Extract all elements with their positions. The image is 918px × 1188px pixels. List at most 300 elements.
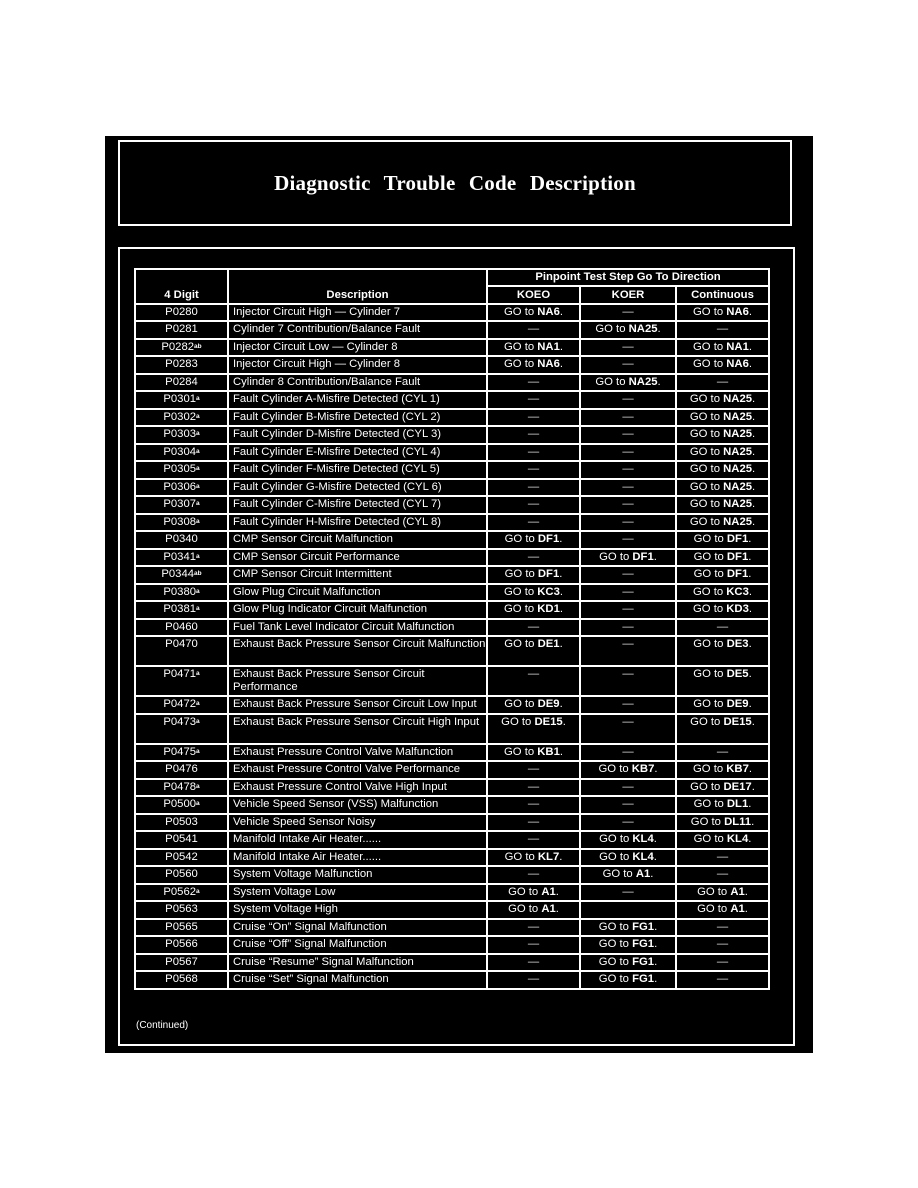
step-continuous [676, 971, 769, 989]
not-applicable-dash: — [716, 938, 729, 950]
period: . [752, 393, 756, 405]
period: . [752, 463, 756, 475]
go-to-label: GO to [503, 305, 538, 318]
dtc-code: P0566 [165, 938, 198, 950]
step-koeo [487, 936, 580, 954]
pinpoint-step-ref: KB7 [631, 763, 655, 775]
step-koer [580, 761, 676, 779]
dtc-code-cell [135, 584, 228, 602]
dtc-code-cell [135, 321, 228, 339]
pinpoint-step-ref: DE15 [723, 715, 752, 728]
dtc-description: Fault Cylinder A-Misfire Detected (CYL 1) [228, 391, 487, 409]
dtc-code-cell [135, 531, 228, 549]
pinpoint-step-ref: KD1 [537, 603, 560, 615]
not-applicable-dash: — [622, 358, 634, 370]
go-to-label: GO to [692, 763, 727, 775]
step-continuous [676, 761, 769, 779]
step-koer [580, 971, 676, 989]
go-to-label: GO to [693, 533, 727, 545]
step-koeo [487, 779, 580, 797]
not-applicable-dash: — [622, 638, 634, 650]
period: . [650, 868, 654, 880]
go-to-label: GO to [692, 603, 727, 615]
go-to-label: GO to [690, 715, 724, 728]
pinpoint-step-ref: NA25 [723, 498, 753, 510]
dtc-code: P0475 [163, 745, 197, 758]
period: . [555, 885, 559, 898]
go-to-label: GO to [689, 428, 724, 440]
table-row [135, 696, 769, 714]
not-applicable-dash: — [527, 375, 540, 388]
go-to-label: GO to [508, 885, 542, 898]
footnote-marker: a [196, 700, 200, 707]
go-to-label: GO to [595, 323, 629, 335]
pinpoint-step-ref: DE15 [534, 715, 563, 728]
step-koer [580, 374, 676, 392]
dtc-code-cell [135, 666, 228, 696]
go-to-label: GO to [689, 393, 724, 405]
table-row [135, 566, 769, 584]
dtc-code-cell [135, 954, 228, 972]
table-row [135, 601, 769, 619]
not-applicable-dash: — [716, 323, 729, 335]
table-row [135, 496, 769, 514]
go-to-label: GO to [504, 850, 538, 863]
table-row [135, 549, 769, 567]
go-to-label: GO to [504, 568, 538, 580]
dtc-code: P0301 [163, 393, 197, 405]
pinpoint-step-ref: NA25 [628, 375, 658, 388]
not-applicable-dash: — [622, 515, 634, 528]
step-koer [580, 339, 676, 357]
go-to-label: GO to [692, 358, 727, 370]
header-description: Description [228, 269, 487, 304]
go-to-label: GO to [693, 798, 727, 810]
dtc-code-cell [135, 761, 228, 779]
step-koer [580, 849, 676, 867]
step-koeo [487, 849, 580, 867]
dtc-description: CMP Sensor Circuit Performance [228, 549, 487, 567]
step-continuous [676, 831, 769, 849]
step-continuous [676, 954, 769, 972]
footnote-marker: a [196, 800, 200, 807]
step-koeo [487, 426, 580, 444]
step-continuous [676, 666, 769, 696]
step-koer [580, 549, 676, 567]
step-koeo [487, 601, 580, 619]
go-to-label: GO to [697, 903, 731, 915]
table-row [135, 744, 769, 762]
dtc-description: Glow Plug Indicator Circuit Malfunction [228, 601, 487, 619]
step-continuous [676, 744, 769, 762]
table-row [135, 919, 769, 937]
go-to-label: GO to [697, 885, 731, 898]
period: . [559, 533, 563, 545]
dtc-description: Cruise “On” Signal Malfunction [228, 919, 487, 937]
table-row [135, 304, 769, 322]
table-row [135, 409, 769, 427]
step-koeo [487, 304, 580, 322]
period: . [559, 358, 564, 370]
pinpoint-step-ref: A1 [541, 903, 556, 915]
step-koeo [487, 566, 580, 584]
footnote-marker: a [196, 747, 200, 755]
pinpoint-step-ref: KD3 [726, 603, 749, 615]
not-applicable-dash: — [527, 955, 540, 968]
go-to-label: GO to [598, 955, 633, 968]
table-row [135, 514, 769, 532]
not-applicable-dash: — [622, 885, 634, 898]
dtc-description: Exhaust Back Pressure Sensor Circuit Malfunction [228, 636, 487, 666]
period: . [752, 445, 756, 458]
pinpoint-step-ref: DE9 [537, 698, 560, 710]
not-applicable-dash: — [622, 445, 634, 458]
step-koeo [487, 884, 580, 902]
not-applicable-dash: — [622, 780, 634, 793]
step-koeo [487, 954, 580, 972]
step-koeo [487, 339, 580, 357]
pinpoint-step-ref: NA25 [723, 410, 753, 423]
table-row [135, 619, 769, 637]
dtc-description: Injector Circuit High — Cylinder 8 [228, 356, 487, 374]
dtc-code: P0542 [165, 850, 198, 863]
dtc-description: CMP Sensor Circuit Intermittent [228, 566, 487, 584]
go-to-label: GO to [602, 868, 636, 880]
go-to-label: GO to [503, 340, 538, 353]
not-applicable-dash: — [622, 585, 634, 598]
table-row [135, 444, 769, 462]
dtc-code: P0380 [163, 585, 197, 598]
step-koeo [487, 919, 580, 937]
footnote-marker: a [196, 587, 200, 595]
footnote-marker: a [196, 552, 200, 560]
dtc-code: P0568 [165, 973, 198, 985]
dtc-description: Fault Cylinder B-Misfire Detected (CYL 2) [228, 409, 487, 427]
dtc-code: P0280 [165, 305, 198, 318]
table-body [135, 304, 769, 989]
step-continuous [676, 884, 769, 902]
not-applicable-dash: — [716, 955, 729, 968]
pinpoint-step-ref: DF1 [632, 550, 654, 563]
step-continuous [676, 696, 769, 714]
step-continuous [676, 714, 769, 744]
dtc-code-cell [135, 884, 228, 902]
pinpoint-step-ref: NA25 [628, 323, 658, 335]
table-row [135, 374, 769, 392]
table-row [135, 849, 769, 867]
period: . [748, 340, 753, 353]
period: . [653, 850, 657, 863]
dtc-code-cell [135, 549, 228, 567]
pinpoint-step-ref: KC3 [537, 585, 560, 598]
step-koer [580, 866, 676, 884]
footnote-marker: a [196, 482, 200, 490]
pinpoint-step-ref: NA25 [723, 428, 753, 440]
step-koeo [487, 666, 580, 696]
header-pinpoint-group: Pinpoint Test Step Go To Direction [487, 269, 769, 286]
step-koer [580, 566, 676, 584]
period: . [654, 973, 658, 985]
dtc-description: Glow Plug Circuit Malfunction [228, 584, 487, 602]
dtc-code-cell [135, 901, 228, 919]
dtc-description: Exhaust Back Pressure Sensor Circuit Performance [228, 666, 487, 696]
step-continuous [676, 566, 769, 584]
pinpoint-step-ref: DE3 [726, 638, 749, 650]
dtc-code: P0562 [163, 885, 197, 898]
go-to-label: GO to [693, 833, 727, 845]
step-continuous [676, 814, 769, 832]
dtc-code-cell [135, 796, 228, 814]
step-koeo [487, 744, 580, 762]
dtc-code: P0470 [165, 638, 198, 650]
period: . [748, 358, 753, 370]
period: . [559, 638, 563, 650]
step-koer [580, 666, 676, 696]
dtc-code: P0341 [163, 550, 197, 563]
dtc-description: Injector Circuit Low — Cylinder 8 [228, 339, 487, 357]
not-applicable-dash: — [716, 375, 729, 388]
pinpoint-step-ref: DE17 [723, 780, 752, 793]
pinpoint-step-ref: DF1 [726, 533, 749, 545]
dtc-code-cell [135, 814, 228, 832]
pinpoint-step-ref: A1 [730, 885, 745, 898]
period: . [751, 780, 755, 793]
table-row [135, 391, 769, 409]
period: . [748, 638, 752, 650]
period: . [752, 498, 756, 510]
not-applicable-dash: — [622, 815, 634, 828]
pinpoint-step-ref: NA25 [723, 515, 753, 528]
not-applicable-dash: — [716, 620, 729, 633]
dtc-code-cell [135, 409, 228, 427]
pinpoint-step-ref: NA25 [723, 445, 753, 458]
dtc-code: P0541 [165, 833, 198, 845]
dtc-code: P0308 [163, 515, 197, 528]
table-row [135, 936, 769, 954]
step-koer [580, 884, 676, 902]
period: . [752, 428, 756, 440]
step-koeo [487, 619, 580, 637]
step-koeo [487, 479, 580, 497]
dtc-code: P0303 [163, 428, 197, 440]
title-box [118, 140, 792, 226]
step-koer [580, 496, 676, 514]
step-koer [580, 954, 676, 972]
dtc-description: Cruise “Off” Signal Malfunction [228, 936, 487, 954]
not-applicable-dash: — [622, 715, 634, 728]
table-row [135, 884, 769, 902]
pinpoint-step-ref: NA25 [723, 463, 753, 475]
pinpoint-step-ref: DE9 [726, 698, 749, 710]
period: . [654, 938, 658, 950]
not-applicable-dash: — [716, 973, 729, 985]
pinpoint-step-ref: NA1 [726, 340, 749, 353]
footnote-marker: ab [194, 570, 202, 577]
not-applicable-dash: — [527, 410, 540, 423]
period: . [653, 550, 657, 563]
table-row [135, 356, 769, 374]
dtc-code-cell [135, 936, 228, 954]
dtc-description: Fault Cylinder E-Misfire Detected (CYL 4) [228, 444, 487, 462]
document-panel [105, 136, 813, 1053]
not-applicable-dash: — [527, 550, 540, 563]
dtc-code-cell [135, 696, 228, 714]
step-koeo [487, 636, 580, 666]
dtc-code-cell [135, 496, 228, 514]
go-to-label: GO to [504, 638, 538, 650]
period: . [654, 763, 658, 775]
step-continuous [676, 601, 769, 619]
dtc-code: P0281 [165, 323, 198, 335]
step-koer [580, 601, 676, 619]
step-koeo [487, 391, 580, 409]
step-continuous [676, 374, 769, 392]
go-to-label: GO to [503, 603, 538, 615]
dtc-code-cell [135, 714, 228, 744]
footnote-marker: a [196, 500, 200, 507]
period: . [752, 410, 756, 423]
step-koeo [487, 971, 580, 989]
dtc-table [134, 268, 770, 990]
dtc-description: Exhaust Back Pressure Sensor Circuit High Input [228, 714, 487, 744]
dtc-code-cell [135, 831, 228, 849]
dtc-description: CMP Sensor Circuit Malfunction [228, 531, 487, 549]
table-row [135, 866, 769, 884]
step-koeo [487, 549, 580, 567]
table-row [135, 584, 769, 602]
period: . [748, 833, 752, 845]
footnote-marker: a [196, 670, 200, 677]
dtc-code-cell [135, 919, 228, 937]
dtc-code: P0381 [163, 603, 197, 615]
dtc-code: P0284 [165, 375, 198, 388]
step-koer [580, 796, 676, 814]
step-koer [580, 409, 676, 427]
footnote-marker: ab [194, 342, 202, 350]
step-koer [580, 391, 676, 409]
step-koeo [487, 514, 580, 532]
step-koeo [487, 444, 580, 462]
step-continuous [676, 849, 769, 867]
period: . [748, 668, 752, 680]
go-to-label: GO to [690, 780, 724, 793]
step-continuous [676, 866, 769, 884]
go-to-label: GO to [598, 763, 632, 775]
table-row [135, 461, 769, 479]
table-row [135, 531, 769, 549]
go-to-label: GO to [599, 850, 633, 863]
step-continuous [676, 391, 769, 409]
step-continuous [676, 549, 769, 567]
step-koer [580, 584, 676, 602]
step-koer [580, 779, 676, 797]
not-applicable-dash: — [527, 498, 540, 510]
dtc-description: Exhaust Pressure Control Valve High Input [228, 779, 487, 797]
dtc-description: System Voltage High [228, 901, 487, 919]
dtc-code: P0282 [161, 340, 195, 353]
step-koer [580, 444, 676, 462]
go-to-label: GO to [503, 358, 538, 370]
dtc-code-cell [135, 479, 228, 497]
period: . [559, 340, 564, 353]
dtc-description: Fault Cylinder G-Misfire Detected (CYL 6) [228, 479, 487, 497]
step-koer [580, 514, 676, 532]
header-koeo: KOEO [487, 286, 580, 304]
go-to-label: GO to [501, 715, 535, 728]
go-to-label: GO to [503, 745, 538, 758]
go-to-label: GO to [503, 585, 538, 598]
dtc-code-cell [135, 619, 228, 637]
step-koeo [487, 374, 580, 392]
step-continuous [676, 339, 769, 357]
pinpoint-step-ref: DL1 [726, 798, 749, 810]
step-koer [580, 356, 676, 374]
step-koeo [487, 866, 580, 884]
table-row [135, 714, 769, 744]
period: . [559, 745, 564, 758]
not-applicable-dash: — [716, 850, 729, 863]
step-continuous [676, 584, 769, 602]
footnote-marker: a [196, 430, 200, 437]
footnote-marker: a [196, 887, 200, 895]
table-row [135, 971, 769, 989]
dtc-code-cell [135, 461, 228, 479]
not-applicable-dash: — [527, 323, 540, 335]
step-koeo [487, 531, 580, 549]
period: . [751, 815, 755, 828]
step-koeo [487, 696, 580, 714]
pinpoint-step-ref: DL11 [724, 815, 752, 828]
not-applicable-dash: — [622, 393, 634, 405]
pinpoint-step-ref: A1 [730, 903, 745, 915]
dtc-code-cell [135, 866, 228, 884]
page-title: Diagnostic Trouble Code Description [274, 170, 636, 195]
period: . [657, 375, 661, 388]
dtc-code: P0471 [163, 668, 197, 680]
table-row [135, 796, 769, 814]
dtc-code-cell [135, 744, 228, 762]
not-applicable-dash: — [527, 868, 540, 880]
not-applicable-dash: — [622, 533, 634, 545]
step-continuous [676, 514, 769, 532]
footnote-marker: a [196, 465, 200, 472]
table-row [135, 831, 769, 849]
go-to-label: GO to [599, 833, 633, 845]
dtc-code: P0472 [163, 698, 197, 710]
dtc-code-cell [135, 601, 228, 619]
dtc-code-cell [135, 339, 228, 357]
go-to-label: GO to [598, 938, 633, 950]
pinpoint-step-ref: DF1 [537, 533, 560, 545]
pinpoint-step-ref: FG1 [632, 920, 655, 933]
period: . [559, 585, 564, 598]
dtc-code-cell [135, 304, 228, 322]
dtc-code: P0283 [165, 358, 198, 370]
dtc-description: Exhaust Pressure Control Valve Performance [228, 761, 487, 779]
step-continuous [676, 919, 769, 937]
go-to-label: GO to [689, 480, 724, 493]
step-koer [580, 696, 676, 714]
dtc-code: P0563 [165, 903, 198, 915]
table-row [135, 954, 769, 972]
period: . [748, 305, 753, 318]
not-applicable-dash: — [527, 938, 540, 950]
period: . [748, 698, 752, 710]
not-applicable-dash: — [622, 480, 634, 493]
period: . [748, 550, 752, 563]
period: . [748, 763, 753, 775]
period: . [559, 305, 564, 318]
